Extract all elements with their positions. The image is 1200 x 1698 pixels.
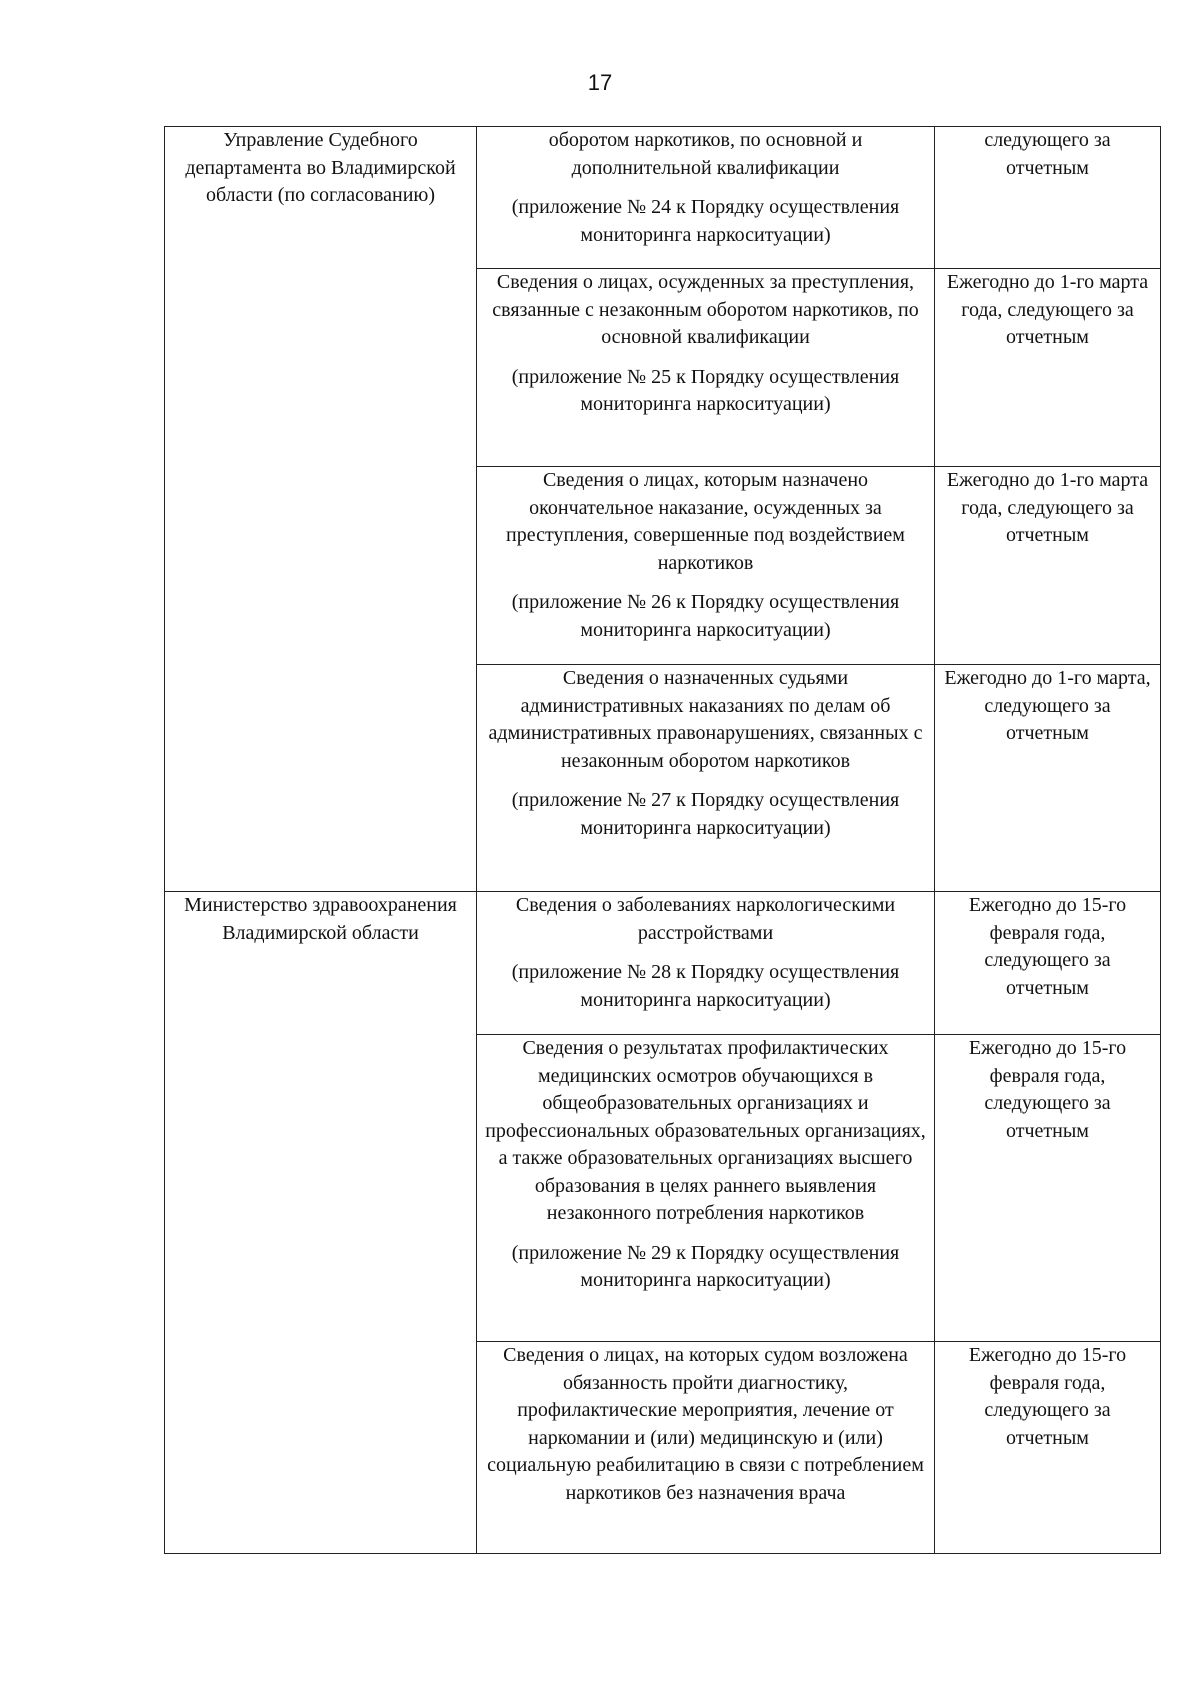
info-reference: (приложение № 27 к Порядку осуществления мониторинга наркоситуации) — [511, 789, 900, 839]
info-cell — [477, 892, 935, 1035]
deadline-text: Ежегодно до 1-го марта, следующего за отчетным — [944, 667, 1151, 744]
page-number: 17 — [587, 70, 613, 95]
info-cell — [477, 1342, 935, 1554]
deadline-text: Ежегодно до 15-го февраля года, следующего за отчетным — [968, 1037, 1127, 1142]
info-cell — [477, 467, 935, 665]
info-reference: (приложение № 24 к Порядку осуществления мониторинга наркоситуации) — [511, 196, 900, 246]
info-cell — [477, 1035, 935, 1342]
deadline-cell — [935, 467, 1161, 665]
deadline-cell — [935, 127, 1161, 269]
info-description: Сведения о лицах, осужденных за преступления, связанные с незаконным оборотом наркотиков, по основной квалификации — [492, 271, 919, 348]
deadline-cell — [935, 269, 1161, 467]
deadline-text: Ежегодно до 15-го февраля года, следующего за отчетным — [968, 1344, 1127, 1449]
deadline-cell — [935, 1035, 1161, 1342]
info-description: Сведения о результатах профилактических медицинских осмотров обучающихся в общеобразовательных организациях и профессиональных образовательных организациях, а также образовательных организациях высшего образования в целях раннего выявления незаконного потребления наркотиков — [485, 1037, 926, 1224]
deadline-cell — [935, 892, 1161, 1035]
table-row — [165, 892, 1161, 1035]
info-reference: (приложение № 26 к Порядку осуществления мониторинга наркоситуации) — [511, 591, 900, 641]
info-cell — [477, 665, 935, 892]
info-reference: (приложение № 28 к Порядку осуществления мониторинга наркоситуации) — [511, 961, 900, 1011]
info-description: Сведения о лицах, на которых судом возложена обязанность пройти диагностику, профилактические мероприятия, лечение от наркомании и (или) медицинскую и (или) социальную реабилитацию в связи с потреблением наркотиков без назначения врача — [487, 1344, 924, 1504]
deadline-text: Ежегодно до 1-го марта года, следующего за отчетным — [946, 271, 1149, 348]
monitoring-table — [164, 126, 1161, 1554]
info-description: оборотом наркотиков, по основной и дополнительной квалификации — [548, 129, 863, 179]
info-reference: (приложение № 29 к Порядку осуществления мониторинга наркоситуации) — [511, 1241, 900, 1291]
org-cell — [165, 892, 477, 1554]
deadline-cell — [935, 1342, 1161, 1554]
deadline-text: следующего за отчетным — [984, 129, 1111, 179]
deadline-cell — [935, 665, 1161, 892]
info-cell — [477, 269, 935, 467]
table-row — [165, 127, 1161, 269]
info-cell — [477, 127, 935, 269]
deadline-text: Ежегодно до 1-го марта года, следующего за отчетным — [946, 469, 1149, 546]
deadline-text: Ежегодно до 15-го февраля года, следующего за отчетным — [968, 894, 1127, 999]
org-name: Управление Судебного департамента во Владимирской области (по согласованию) — [185, 129, 456, 206]
info-reference: (приложение № 25 к Порядку осуществления мониторинга наркоситуации) — [511, 365, 900, 415]
info-description: Сведения о лицах, которым назначено окончательное наказание, осужденных за преступления, совершенные под воздействием наркотиков — [506, 469, 905, 574]
info-description: Сведения о заболеваниях наркологическими расстройствами — [515, 894, 896, 944]
org-name: Министерство здравоохранения Владимирской области — [184, 894, 457, 944]
org-cell — [165, 127, 477, 892]
info-description: Сведения о назначенных судьями административных наказаниях по делам об административных правонарушениях, связанных с незаконным оборотом наркотиков — [488, 667, 923, 772]
